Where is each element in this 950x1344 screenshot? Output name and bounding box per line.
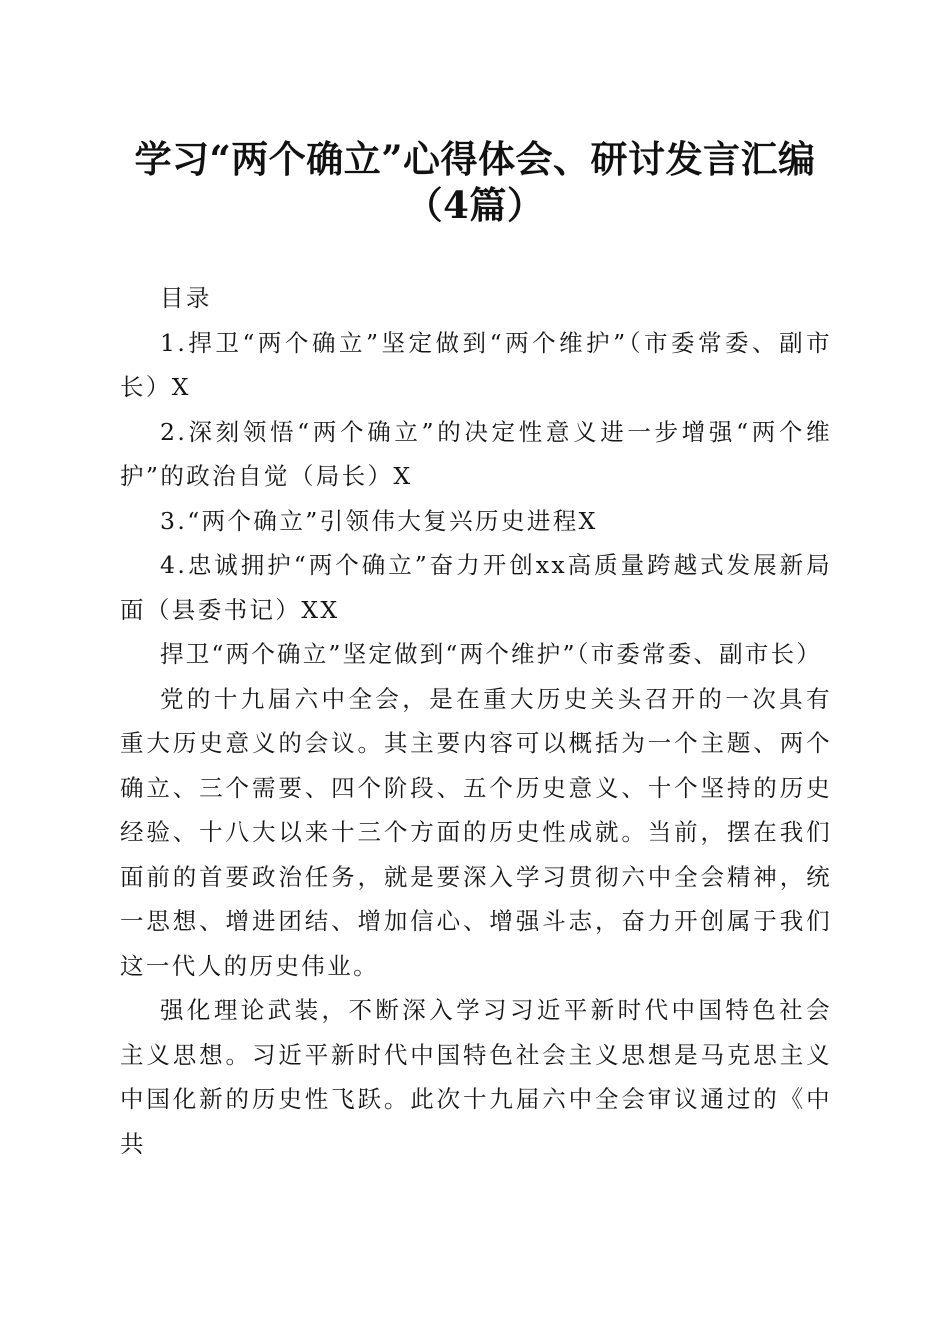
toc-item-2: 2.深刻领悟“两个确立”的决定性意义进一步增强“两个维护”的政治自觉（局长）X	[120, 417, 832, 490]
body-paragraph-1: 党的十九届六中全会，是在重大历史关头召开的一次具有重大历史意义的会议。其主要内容可以概括为一个主题、两个确立、三个需要、四个阶段、五个历史意义、十个坚持的历史经验、十八大以来十三个方面的历史性成就。当前，摆在我们面前的首要政治任务，就是要深入学习贯彻六中全会精神，统一思想、增进团结、增加信心、增强斗志，奋力开创属于我们这一代人的历史伟业。	[120, 684, 832, 980]
section-title: 捍卫“两个确立”坚定做到“两个维护”（市委常委、副市长）	[160, 640, 822, 668]
toc-item-4: 4.忠诚拥护“两个确立”奋力开创xx高质量跨越式发展新局面（县委书记）XX	[120, 551, 832, 624]
toc-item-1: 1.捍卫“两个确立”坚定做到“两个维护”（市委常委、副市长）X	[120, 328, 832, 401]
body-paragraph-2: 强化理论武装，不断深入学习习近平新时代中国特色社会主义思想。习近平新时代中国特色社会主义思想是马克思主义中国化新的历史性飞跃。此次十九届六中全会审议通过的《中共	[120, 996, 832, 1158]
toc-item-3: 3.“两个确立”引领伟大复兴历史进程X	[160, 506, 598, 535]
document-body	[120, 276, 832, 1166]
title-line-2: （4篇）	[405, 183, 545, 227]
title-line-1: 学习“两个确立”心得体会、研讨发言汇编	[134, 137, 816, 181]
document-title	[100, 136, 850, 228]
toc-heading: 目录	[160, 284, 212, 312]
